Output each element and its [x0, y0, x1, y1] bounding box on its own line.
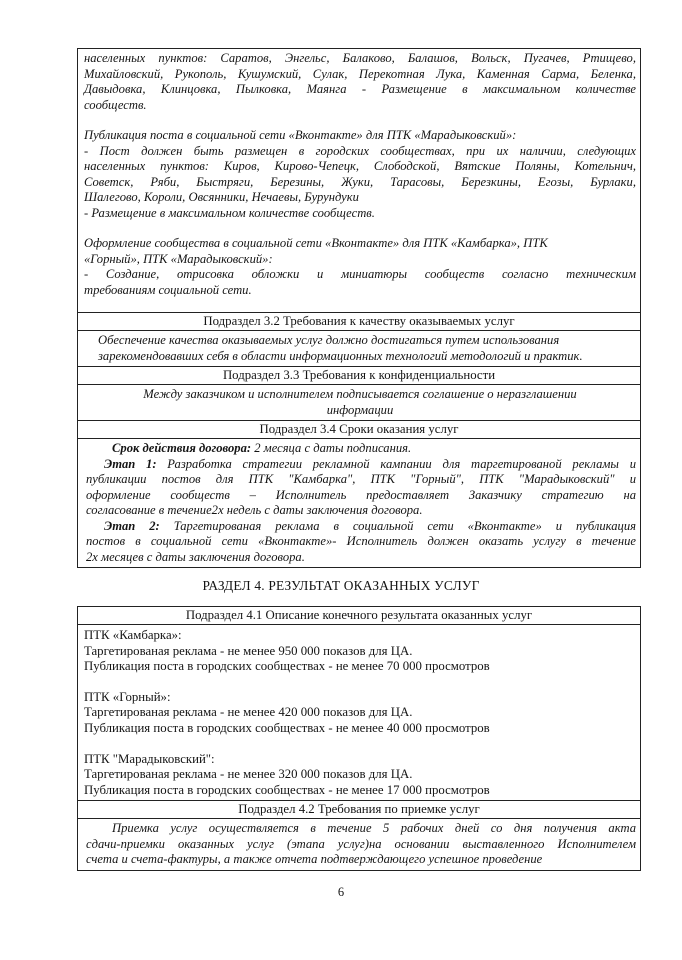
result-group-maradykovsky [84, 752, 636, 799]
group-name: ПТК «Камбарка»: [84, 628, 182, 642]
text-line: постов в социальной сети «Вконтакте»- Исполнитель должен оказать услугу в течение [86, 534, 636, 548]
group-name: ПТК «Горный»: [84, 689, 171, 704]
posts-result: Публикация поста в городских сообществах - не менее 17 000 просмотров [84, 782, 490, 797]
text-line: сообществ. [84, 97, 147, 112]
text-line: Михайловский, Рукополь, Кушумский, Сулак, Перекотная Лука, Каменная Сарма, Беленка, [84, 66, 636, 81]
subsection-3-2-title: Подраздел 3.2 Требования к качеству оказываемых услуг [78, 313, 640, 331]
text-line: - Пост должен быть размещен в городских сообществах, при их наличии, следующих [84, 143, 636, 158]
text-line: Давыдовка, Клинцовка, Пылковка, Маянга - Размещение в максимальном количестве [84, 82, 636, 96]
text-line: Шалегово, Короли, Овсянники, Нечаевы, Бурундуки [84, 190, 359, 204]
ads-result: Таргетированая реклама - не менее 420 000 показов для ЦА. [84, 705, 413, 720]
text-line: «Горный», ПТК «Марадыковский»: [84, 251, 273, 266]
result-group-kambarka [84, 628, 636, 675]
ads-result: Таргетированая реклама - не менее 320 000 показов для ЦА. [84, 767, 413, 782]
section-4-heading: РАЗДЕЛ 4. РЕЗУЛЬТАТ ОКАЗАННЫХ УСЛУГ [202, 578, 480, 593]
requirements-text-cell [78, 49, 640, 313]
section3-table [77, 48, 641, 568]
subsection-4-1-title: Подраздел 4.1 Описание конечного результата оказанных услуг [78, 607, 640, 625]
stage2-label: Этап 2: [104, 518, 160, 533]
text-line: оформление сообществ – Исполнитель предоставляет Заказчику стратегию на [86, 487, 636, 502]
text-line: счета и счета-фактуры, а также отчета подтверждающего успешное проведение [86, 852, 543, 867]
subsection-3-3-title: Подраздел 3.3 Требования к конфиденциальности [78, 367, 640, 385]
posts-result: Публикация поста в городских сообществах - не менее 40 000 просмотров [84, 720, 490, 735]
term-label: Срок действия договора: [112, 441, 252, 455]
subsection-3-4-title: Подраздел 3.4 Сроки оказания услуг [78, 421, 640, 439]
text-line: Между заказчиком и исполнителем подписывается соглашение о неразглашении [143, 387, 577, 401]
text-line: 2х месяцев с даты заключения договора. [86, 549, 305, 564]
subsection-3-2-body [78, 331, 640, 367]
subsection-4-2-title: Подраздел 4.2 Требования по приемке услуг [78, 801, 640, 819]
text-line: - Создание, отрисовка обложки и миниатюры сообществ согласно техническим [84, 267, 636, 281]
text-line: Приемка услуг осуществляется в течение 5 рабочих дней со дня получения акта [112, 821, 636, 836]
text-line: Обеспечение качества оказываемых услуг должно достигаться путем использования [98, 333, 560, 347]
text-line: населенных пунктов: Саратов, Энгельс, Балаково, Балашов, Вольск, Пугачев, Ртищево, [84, 51, 636, 65]
text-line: Советск, Ряби, Быстряги, Березины, Жуки, Тарасовы, Березкины, Егозы, Бурлаки, [84, 174, 636, 189]
text-line: публикации постов для ПТК "Камбарка", ПТК "Горный", ПТК "Марадыковский" и [86, 472, 636, 486]
subsection-3-3-body [78, 385, 640, 421]
subsection-4-1-body [78, 625, 640, 801]
text-line: Публикация поста в социальной сети «Вконтакте» для ПТК «Марадыковский»: [84, 128, 517, 142]
stage1-label: Этап 1: [104, 456, 157, 471]
text-line: Оформление сообщества в социальной сети «Вконтакте» для ПТК «Камбарка», ПТК [84, 236, 548, 250]
subsection-3-4-body [78, 439, 640, 568]
text-line: согласование в течение2х недель с даты заключения договора. [86, 503, 423, 517]
text-line: зарекомендовавших себя в области информационных технологий методологий и практик. [98, 348, 583, 363]
result-group-gorny [84, 690, 636, 737]
text-line: информации [326, 402, 394, 417]
text-line: сдачи-приемки оказанных услуг (этапа услуг)на основании выставленного Исполнителем [86, 836, 636, 851]
text-line: требованиям социальной сети. [84, 282, 252, 297]
stage2-text: Таргетированая реклама в социальной сети «Вконтакте» и публикация [159, 518, 637, 533]
section4-table [77, 606, 641, 871]
subsection-4-2-body [78, 819, 640, 871]
term-value: 2 месяца с даты подписания. [251, 441, 412, 455]
page-number: 6 [337, 885, 345, 899]
posts-result: Публикация поста в городских сообществах - не менее 70 000 просмотров [84, 659, 490, 674]
text-line: - Размещение в максимальном количестве сообществ. [84, 205, 375, 220]
group-name: ПТК "Марадыковский": [84, 751, 215, 766]
text-line: населенных пунктов: Киров, Кирово-Чепецк, Слободской, Вятские Поляны, Котельнич, [84, 159, 636, 173]
stage1-text: Разработка стратегии рекламной кампании для таргетированой рекламы и [156, 456, 636, 471]
ads-result: Таргетированая реклама - не менее 950 000 показов для ЦА. [84, 643, 413, 658]
